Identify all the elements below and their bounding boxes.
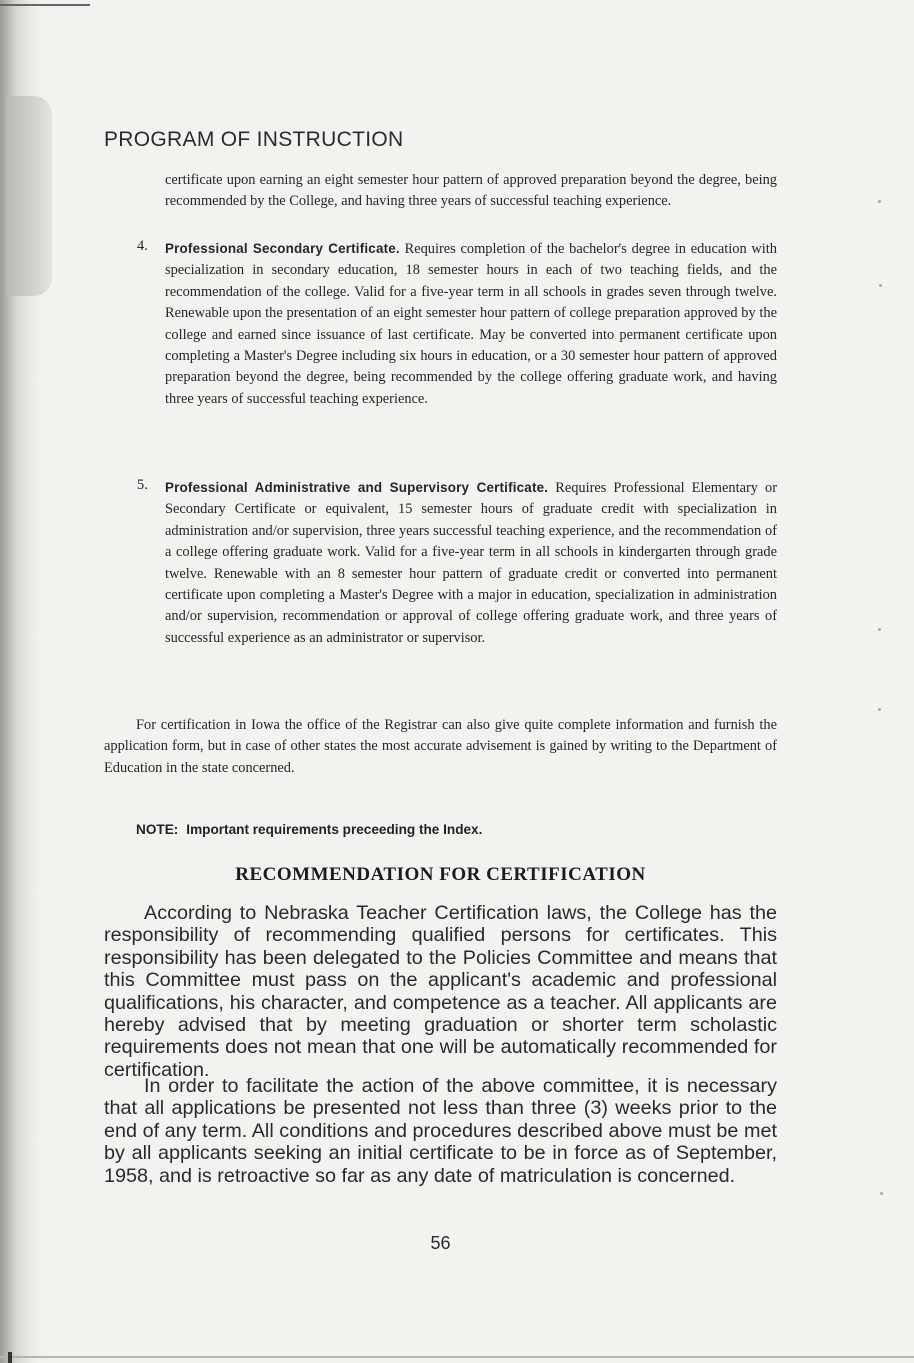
scan-speck	[880, 1192, 883, 1195]
scan-bottom-line	[0, 1356, 914, 1358]
note-label: NOTE:	[136, 822, 179, 837]
certificate-text-5: Requires Professional Elementary or Secondary Certificate or equivalent, 15 semester hours of graduate credit with specialization in administration and/or supervision, three years successful teaching experience, and the recommendation of a college offering graduate work. Valid for a five-year term in all schools in kindergarten through grade twelve. Renewable with an 8 semester hour pattern of graduate credit or converted into permanent certificate upon completing a Master's Degree with a major in education, specialization in administration and/or supervision, recommendation or approval of college offering graduate work, and three years of successful experience as an administrator or supervisor.	[165, 480, 777, 646]
scan-speck	[878, 628, 881, 631]
certification-info-paragraph: For certification in Iowa the office of the Registrar can also give quite complete information and furnish the application form, but in case of other states the most accurate advisement is gained by writing to the Department of Education in the state concerned.	[104, 717, 777, 776]
scan-speck	[879, 284, 882, 287]
item-number-5: 5.	[137, 477, 148, 493]
page-number: 56	[430, 1233, 451, 1253]
certificate-item-4	[165, 238, 777, 410]
scan-corner-mark	[8, 1352, 12, 1363]
recommendation-paragraph-1: According to Nebraska Teacher Certification laws, the College has the responsibility of recommending qualified persons for certificates. This responsibility has been delegated to the Policies Committee and means that this Committee must pass on the applicant's academic and professional qualifications, his character, and competence as a teacher. All applicants are hereby advised that by meeting graduation or shorter term scholastic requirements does not mean that one will be automatically recommended for certification.	[104, 902, 777, 1081]
scan-speck	[878, 200, 881, 203]
continued-paragraph: certificate upon earning an eight semester hour pattern of approved preparation beyond the degree, being recommended by the College, and having three years of successful teaching experience.	[165, 172, 777, 210]
note	[136, 822, 482, 837]
certificate-text-4: Requires completion of the bachelor's degree in education with specialization in secondary education, 18 semester hours in each of two teaching fields, and the recommendation of the college. Valid for a five-year term in all schools in grades seven through twelve. Renewable upon the presentation of an eight semester hour pattern of college preparation approved by the college and earned since issuance of last certificate. May be converted into permanent certificate upon completing a Master's Degree including six hours in education, or a 30 semester hour pattern of approved preparation beyond the degree, being recommended by the college offering graduate work, and having three years of successful teaching experience.	[165, 241, 777, 407]
section-title: RECOMMENDATION FOR CERTIFICATION	[235, 864, 646, 885]
page-header: PROGRAM OF INSTRUCTION	[104, 128, 404, 151]
note-text: Important requirements preceeding the Index.	[186, 822, 483, 837]
scan-binding-tab	[6, 96, 52, 296]
certificate-title-5: Professional Administrative and Supervisory Certificate.	[165, 480, 549, 495]
recommendation-paragraph-2: In order to facilitate the action of the above committee, it is necessary that all applications be presented not less than three (3) weeks prior to the end of any term. All conditions and procedures described above must be met by all applicants seeking an initial certificate to be in force as of September, 1958, and is retroactive so far as any date of matriculation is concerned.	[104, 1075, 777, 1187]
item-number-4: 4.	[137, 238, 148, 254]
scan-top-line	[0, 4, 90, 6]
scan-speck	[878, 708, 881, 711]
certificate-title-4: Professional Secondary Certificate.	[165, 241, 400, 256]
certificate-item-5	[165, 477, 777, 649]
